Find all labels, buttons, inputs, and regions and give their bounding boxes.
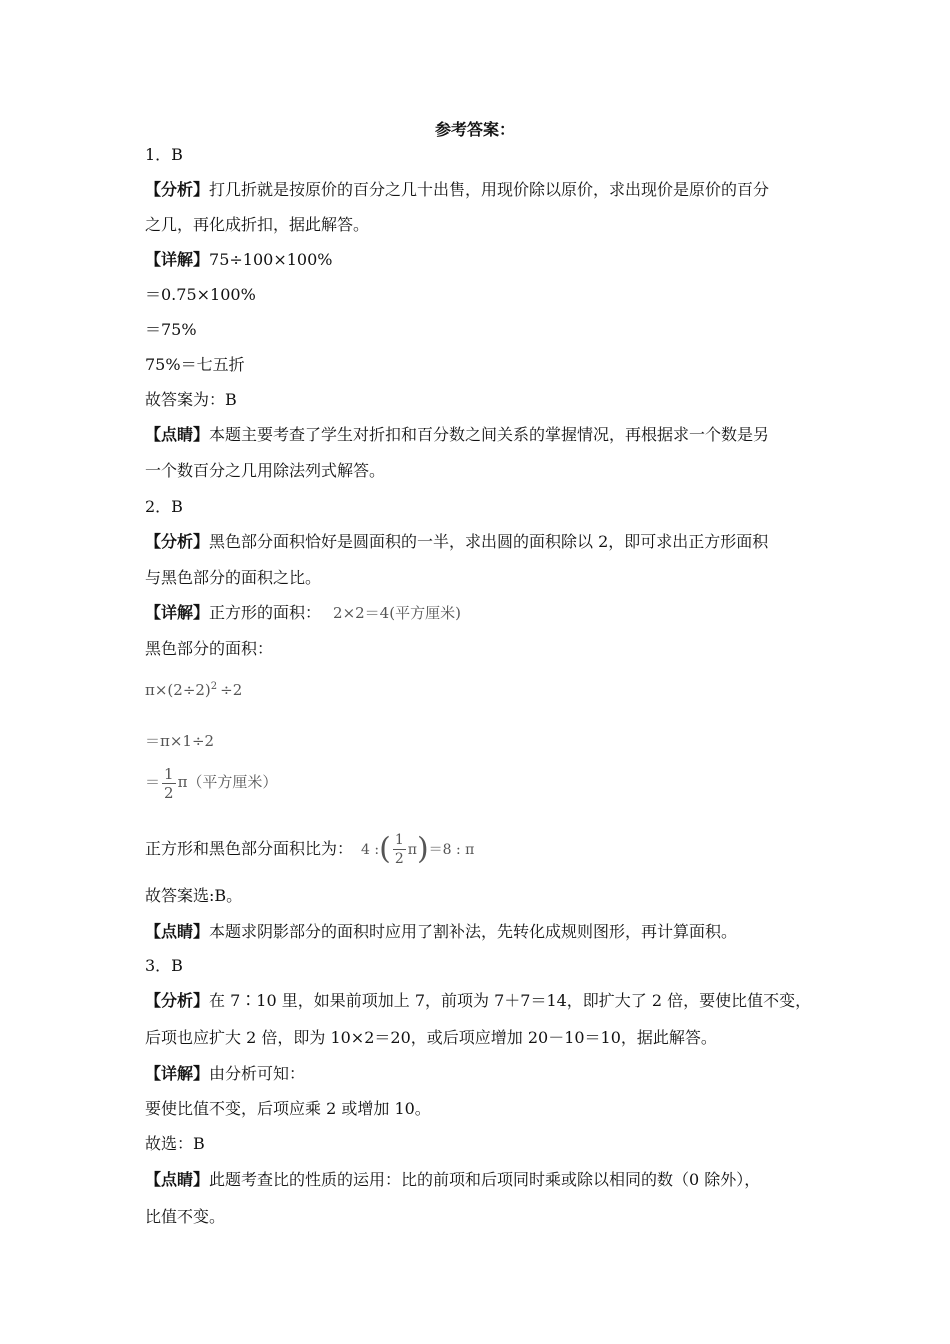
formula-step-2: ＝π×1÷2 <box>145 732 215 750</box>
q3-detail-line-2: 要使比值不变，后项应乘 2 或增加 10。 <box>145 1099 431 1118</box>
q3-analysis-line-2: 后项也应扩大 2 倍，即为 10×2＝20，或后项应增加 20－10＝10，据此解答。 <box>145 1028 717 1047</box>
q2-detail-line-1 <box>145 602 461 624</box>
q3-detail-line-1 <box>145 1063 305 1085</box>
q3-comment-line-1 <box>145 1169 760 1191</box>
q2-detail-text: 正方形的面积： <box>209 603 322 622</box>
q2-conclusion: 故答案选:B。 <box>145 886 243 905</box>
q3-analysis-line-1 <box>145 990 811 1012</box>
comment-tag: 【点睛】 <box>145 1170 210 1189</box>
comment-tag: 【点睛】 <box>145 425 210 444</box>
q1-analysis-line-1 <box>145 179 769 201</box>
q3-comment-line-2: 比值不变。 <box>145 1207 226 1226</box>
ratio-text: 正方形和黑色部分面积比为： <box>145 839 354 858</box>
q2-analysis-line-2: 与黑色部分的面积之比。 <box>145 568 322 587</box>
q2-answer: 2．B <box>145 497 183 516</box>
q1-analysis-line-2: 之几，再化成折扣，据此解答。 <box>145 215 370 234</box>
q1-detail-line-1 <box>145 249 332 271</box>
detail-tag: 【详解】 <box>145 603 210 622</box>
circle-formula-exponent: 2 <box>210 681 218 692</box>
formula-step-3 <box>145 760 277 804</box>
right-paren: ) <box>416 831 429 867</box>
q1-answer: 1．B <box>145 145 183 164</box>
ratio-prefix: 4 : <box>361 842 380 858</box>
fraction-denominator: 2 <box>164 783 174 802</box>
q3-comment-text: 此题考查比的性质的运用：比的前项和后项同时乘或除以相同的数（0 除外）， <box>209 1170 761 1189</box>
fraction-one-half <box>162 765 176 802</box>
q3-detail-text: 由分析可知： <box>209 1064 306 1083</box>
square-area-formula: 2×2＝4(平方厘米) <box>333 604 461 622</box>
q3-answer: 3．B <box>145 956 183 975</box>
formula-step3-suffix: π（平方厘米） <box>177 773 278 791</box>
q2-ratio-line <box>145 825 474 874</box>
circle-area-formula <box>145 676 242 701</box>
ratio-fraction <box>393 831 406 868</box>
q2-analysis-line-1 <box>145 531 768 553</box>
analysis-tag: 【分析】 <box>145 532 210 551</box>
left-paren: ( <box>379 831 391 867</box>
q2-comment-text: 本题求阴影部分的面积时应用了割补法，先转化成规则图形，再计算面积。 <box>209 922 738 941</box>
circle-formula-divide: ÷2 <box>220 681 243 699</box>
q1-detail-line-4: 75%＝七五折 <box>145 355 245 374</box>
ratio-pi: π <box>407 842 417 858</box>
fraction-numerator: 1 <box>164 764 174 783</box>
q1-comment-line-1 <box>145 424 769 446</box>
ratio-suffix: ＝8 : π <box>428 842 475 858</box>
q1-detail-text: 75÷100×100% <box>209 250 333 269</box>
circle-formula-base: π×(2÷2) <box>145 681 211 699</box>
q1-comment-line-2: 一个数百分之几用除法列式解答。 <box>145 461 386 480</box>
q3-conclusion: 故选：B <box>145 1134 205 1153</box>
q1-conclusion: 故答案为：B <box>145 390 237 409</box>
q2-comment-line-1 <box>145 921 737 943</box>
formula-step3-prefix: ＝ <box>145 773 161 791</box>
detail-tag: 【详解】 <box>145 250 210 269</box>
ratio-fraction-numerator: 1 <box>394 832 404 848</box>
q1-analysis-text: 打几折就是按原价的百分之几十出售，用现价除以原价，求出现价是原价的百分 <box>209 180 770 199</box>
q2-detail-line-2: 黑色部分的面积： <box>145 639 274 658</box>
analysis-tag: 【分析】 <box>145 180 210 199</box>
q1-detail-line-3: ＝75% <box>145 320 197 339</box>
comment-tag: 【点睛】 <box>145 922 210 941</box>
detail-tag: 【详解】 <box>145 1064 210 1083</box>
ratio-fraction-denominator: 2 <box>394 851 404 867</box>
q2-analysis-text: 黑色部分面积恰好是圆面积的一半，求出圆的面积除以 2，即可求出正方形面积 <box>209 532 769 551</box>
analysis-tag: 【分析】 <box>145 991 210 1010</box>
q1-detail-line-2: ＝0.75×100% <box>145 285 256 304</box>
q1-comment-text: 本题主要考查了学生对折扣和百分数之间关系的掌握情况，再根据求一个数是另 <box>209 425 770 444</box>
page-title: 参考答案： <box>434 120 515 139</box>
q3-analysis-text: 在 7∶10 里，如果前项加上 7，前项为 7＋7＝14，即扩大了 2 倍，要使比值不变， <box>209 991 812 1010</box>
